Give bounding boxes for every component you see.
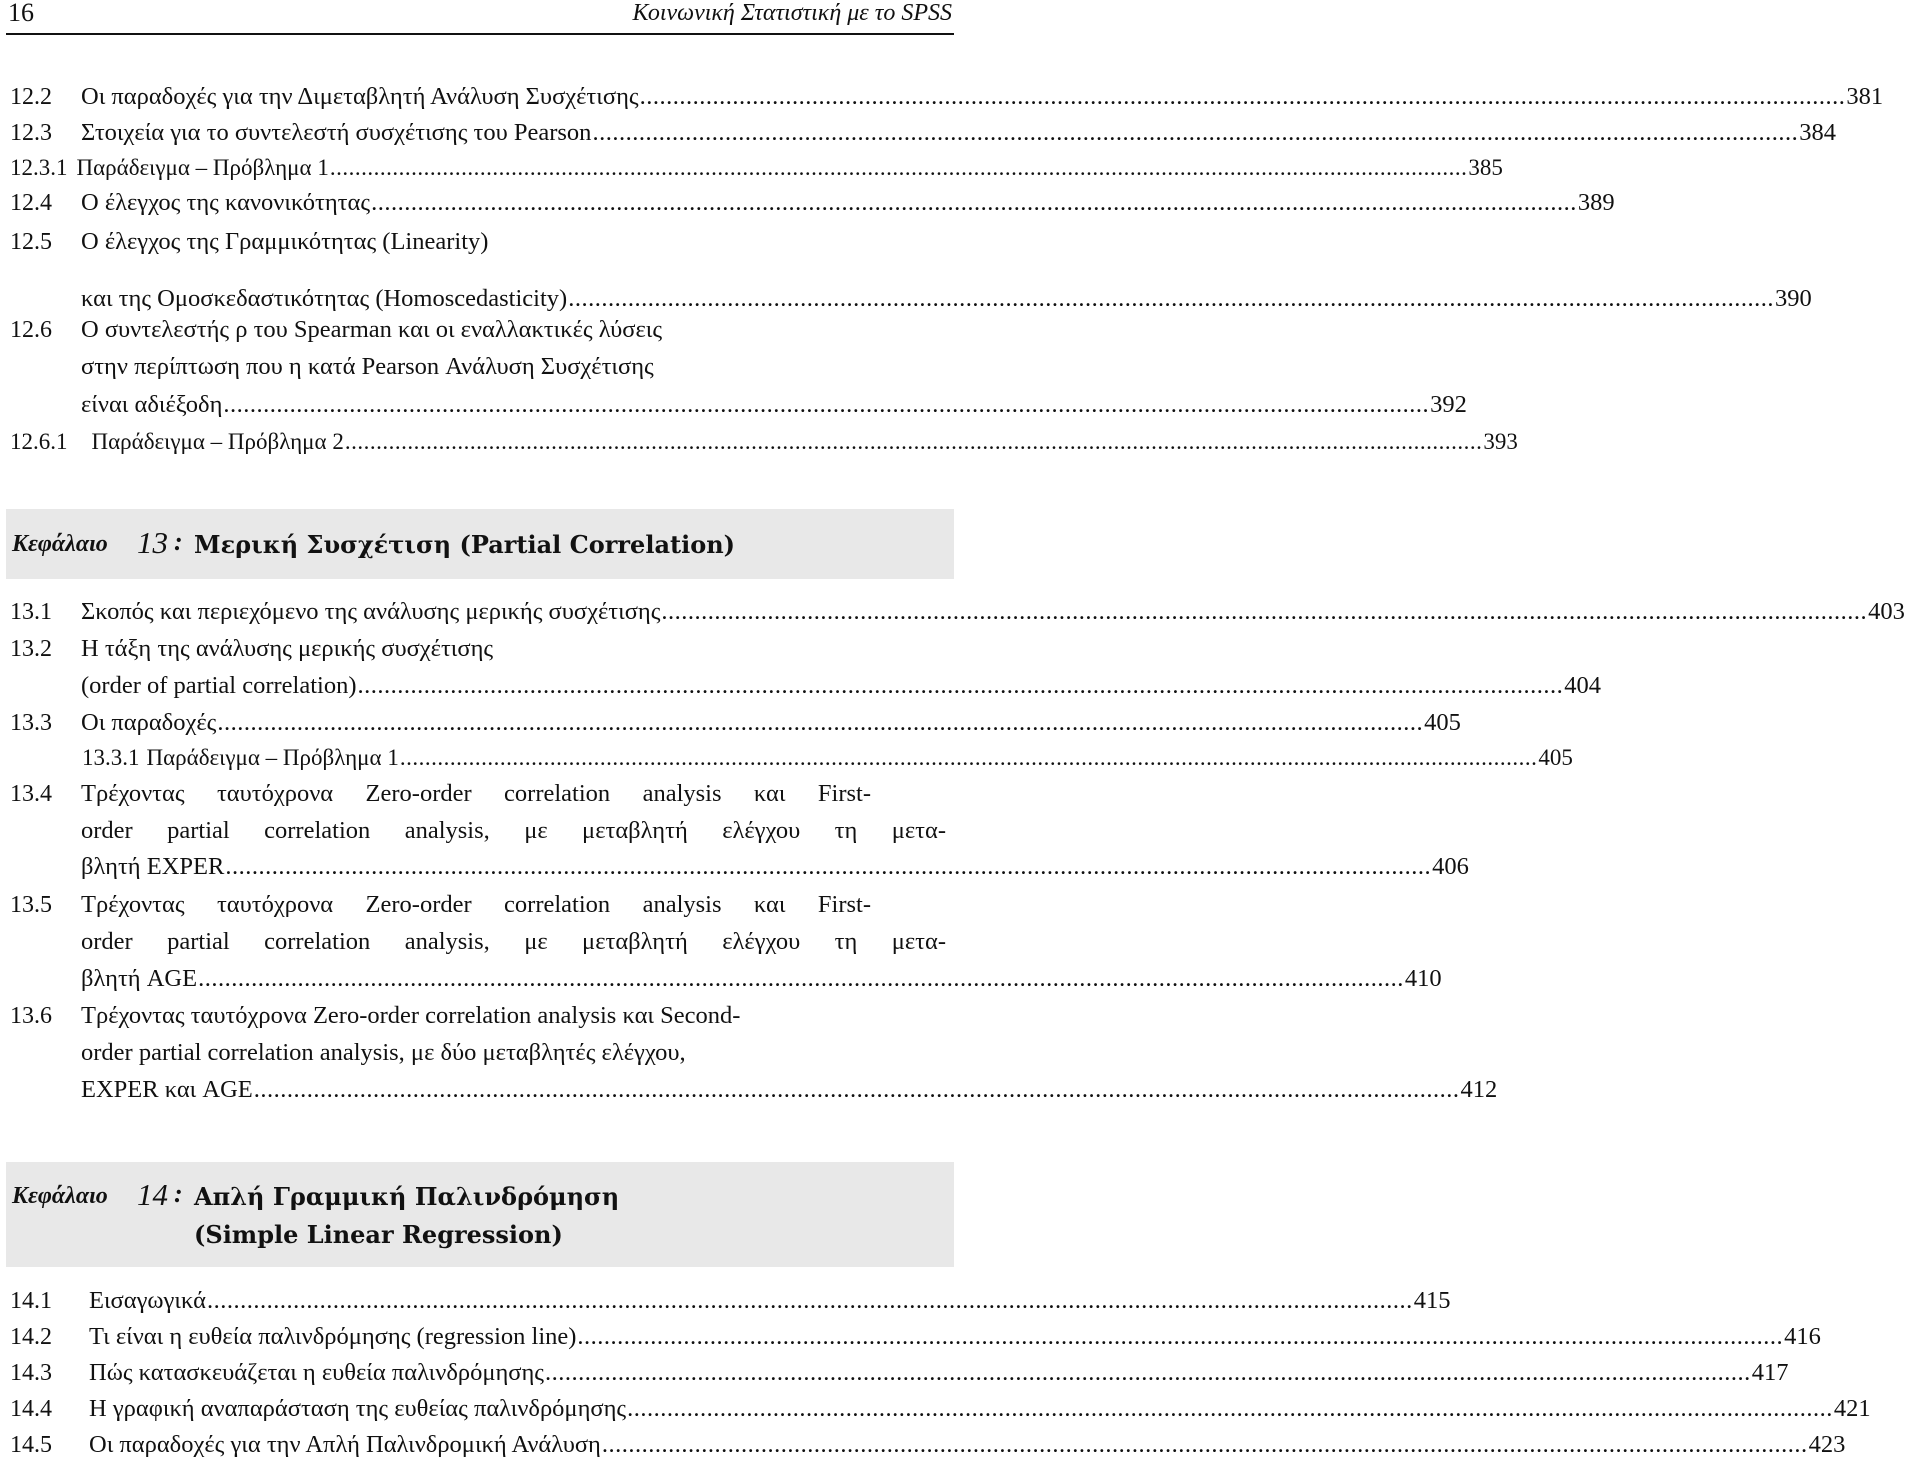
entry-page: 404: [1564, 672, 1601, 699]
entry-title: order partial correlation analysis, με μεταβλητή ελέγχου τη μετα-: [81, 928, 946, 955]
dot-leader: ......................................................................................................................................................................................: [329, 155, 1468, 180]
entry-number: 12.3: [10, 120, 52, 146]
entry-title: στην περίπτωση που η κατά Pearson Ανάλυση Συσχέτισης: [81, 353, 654, 380]
dot-leader: ......................................................................................................................................................................................: [357, 672, 1564, 699]
chapter-title: Μερική Συσχέτιση (Partial Correlation): [194, 530, 736, 559]
entry-page: 405: [1538, 745, 1573, 770]
entry-title: Εισαγωγικά: [89, 1287, 206, 1314]
entry-number: 12.5: [10, 229, 52, 255]
entry-number: 14.2: [10, 1324, 52, 1350]
entry-title: Η τάξη της ανάλυσης μερικής συσχέτισης: [81, 635, 494, 662]
entry-page: 423: [1808, 1431, 1846, 1458]
dot-leader: ......................................................................................................................................................................................: [253, 1076, 1460, 1103]
dot-leader: ......................................................................................................................................................................................: [627, 1395, 1833, 1422]
chapter-label: Κεφάλαιο: [12, 1183, 108, 1209]
entry-page: 410: [1404, 965, 1442, 992]
chapter-label: Κεφάλαιο: [12, 531, 108, 557]
entry-title: Ο συντελεστής ρ του Spearman και οι εναλλακτικές λύσεις: [81, 316, 663, 343]
entry-number: 14.1: [10, 1288, 52, 1314]
dot-leader: ......................................................................................................................................................................................: [223, 391, 1430, 418]
entry-title: Σκοπός και περιεχόμενο της ανάλυσης μερικής συσχέτισης: [81, 598, 661, 625]
chapter-colon: :: [174, 1179, 183, 1208]
chapter-13-heading: [6, 509, 954, 579]
dot-leader: ......................................................................................................................................................................................: [661, 598, 1868, 625]
entry-title: Τι είναι η ευθεία παλινδρόμησης (regression line): [89, 1323, 577, 1350]
entry-title: είναι αδιέξοδη: [81, 391, 223, 418]
entry-page: 415: [1413, 1287, 1451, 1314]
chapter-title-line2: (Simple Linear Regression): [194, 1220, 563, 1249]
entry-number: 14.5: [10, 1432, 52, 1458]
entry-number: 13.3: [10, 710, 52, 736]
entry-title: Παράδειγμα – Πρόβλημα 1: [76, 155, 329, 180]
entry-page: 390: [1774, 285, 1812, 312]
entry-title: Παράδειγμα – Πρόβλημα 2: [91, 429, 344, 454]
entry-page: 421: [1833, 1395, 1871, 1422]
running-head: [6, 0, 954, 30]
entry-number: 14.3: [10, 1360, 52, 1386]
dot-leader: ......................................................................................................................................................................................: [568, 285, 1774, 312]
dot-leader: ......................................................................................................................................................................................: [545, 1359, 1751, 1386]
entry-number: 12.2: [10, 84, 52, 110]
entry-title: βλητή AGE: [81, 965, 198, 992]
entry-title: Οι παραδοχές για την Απλή Παλινδρομική Ανάλυση: [89, 1431, 601, 1458]
entry-number: 13.2: [10, 636, 52, 662]
header-rule: [6, 33, 954, 35]
entry-number-inline: 13.3.1: [82, 745, 140, 770]
entry-number: 12.4: [10, 190, 52, 216]
entry-number: 13.6: [10, 1003, 52, 1029]
entry-title: και της Ομοσκεδαστικότητας (Homoscedasticity): [81, 285, 568, 312]
entry-number: 14.4: [10, 1396, 52, 1422]
chapter-number: 13: [137, 525, 168, 560]
entry-title: Οι παραδοχές: [81, 709, 217, 736]
dot-leader: ......................................................................................................................................................................................: [399, 745, 1538, 770]
entry-title: βλητή EXPER: [81, 853, 225, 880]
entry-page: 381: [1846, 83, 1884, 110]
dot-leader: ......................................................................................................................................................................................: [206, 1287, 1413, 1314]
entry-title: Τρέχοντας ταυτόχρονα Zero-order correlation analysis και First-: [81, 780, 871, 807]
entry-number: 13.5: [10, 892, 52, 918]
entry-title: Πώς κατασκευάζεται η ευθεία παλινδρόμησης: [89, 1359, 545, 1386]
chapter-number: 14: [137, 1177, 168, 1212]
entry-number: 12.6: [10, 317, 52, 343]
entry-title: Η γραφική αναπαράσταση της ευθείας παλινδρόμησης: [89, 1395, 627, 1422]
entry-page: 389: [1577, 189, 1615, 216]
entry-page: 393: [1483, 429, 1518, 454]
entry-title: Παράδειγμα – Πρόβλημα 1: [146, 745, 399, 770]
entry-number-inline: 12.3.1: [10, 155, 68, 180]
dot-leader: ......................................................................................................................................................................................: [225, 853, 1432, 880]
dot-leader: ......................................................................................................................................................................................: [592, 119, 1799, 146]
entry-title: Ο έλεγχος της κανονικότητας: [81, 189, 371, 216]
entry-title: Τρέχοντας ταυτόχρονα Zero-order correlation analysis και Second-: [81, 1002, 741, 1029]
entry-number: 13.1: [10, 599, 52, 625]
chapter-14-heading: [6, 1162, 954, 1267]
entry-page: 416: [1784, 1323, 1821, 1350]
entry-title: order partial correlation analysis, με δύο μεταβλητές ελέγχου,: [81, 1039, 686, 1066]
entry-page: 384: [1799, 119, 1836, 146]
dot-leader: ......................................................................................................................................................................................: [577, 1323, 1784, 1350]
entry-page: 392: [1430, 391, 1467, 418]
dot-leader: ......................................................................................................................................................................................: [639, 83, 1846, 110]
entry-page: 412: [1460, 1076, 1498, 1103]
running-title: Κοινωνική Στατιστική με το SPSS: [632, 0, 952, 26]
dot-leader: ......................................................................................................................................................................................: [601, 1431, 1808, 1458]
entry-page: 406: [1432, 853, 1469, 880]
entry-page: 417: [1751, 1359, 1789, 1386]
entry-title: (order of partial correlation): [81, 672, 357, 699]
entry-title: Στοιχεία για το συντελεστή συσχέτισης του Pearson: [81, 119, 592, 146]
entry-title: Ο έλεγχος της Γραμμικότητας (Linearity): [81, 228, 489, 255]
dot-leader: ......................................................................................................................................................................................: [371, 189, 1577, 216]
dot-leader: ......................................................................................................................................................................................: [344, 429, 1483, 454]
entry-page: 403: [1868, 598, 1905, 625]
dot-leader: ......................................................................................................................................................................................: [217, 709, 1424, 736]
entry-title: Οι παραδοχές για την Διμεταβλητή Ανάλυση Συσχέτισης: [81, 83, 639, 110]
entry-number-inline: 12.6.1: [10, 429, 68, 454]
chapter-title-line1: Απλή Γραμμική Παλινδρόμηση: [194, 1182, 620, 1211]
dot-leader: ......................................................................................................................................................................................: [198, 965, 1404, 992]
entry-number: 13.4: [10, 781, 52, 807]
entry-page: 405: [1424, 709, 1461, 736]
entry-title: EXPER και AGE: [81, 1076, 253, 1103]
entry-title: order partial correlation analysis, με μεταβλητή ελέγχου τη μετα-: [81, 817, 946, 844]
page-number: 16: [8, 0, 34, 27]
entry-title: Τρέχοντας ταυτόχρονα Zero-order correlation analysis και First-: [81, 891, 871, 918]
entry-page: 385: [1468, 155, 1503, 180]
chapter-colon: :: [174, 527, 183, 556]
